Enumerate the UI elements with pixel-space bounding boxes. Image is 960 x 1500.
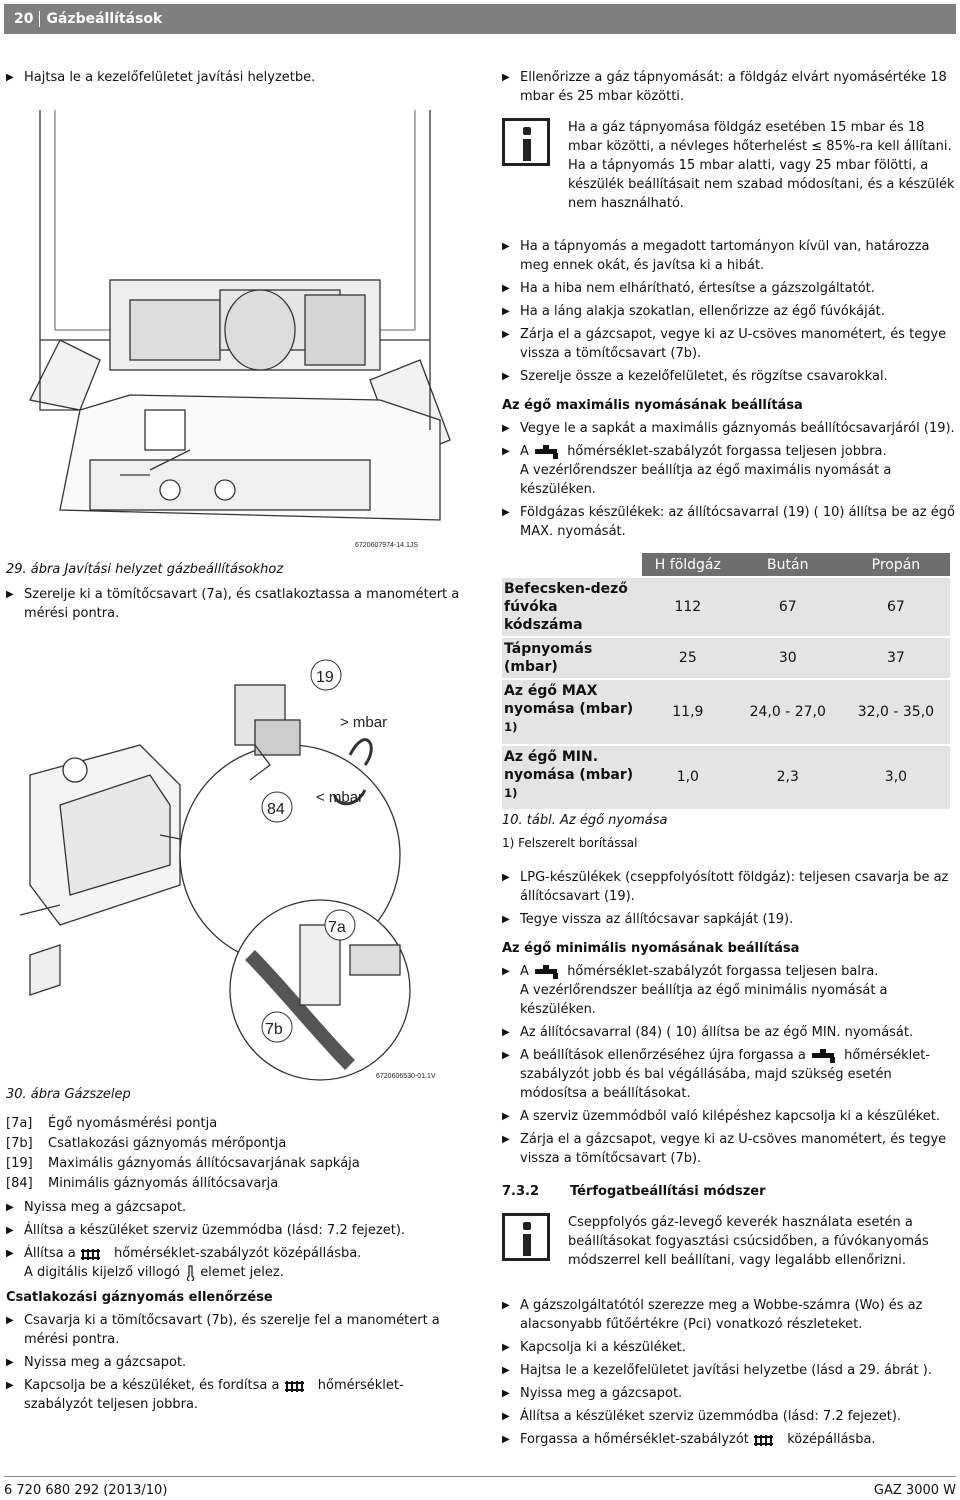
instruction-item (6, 1244, 466, 1282)
table-row (502, 679, 950, 745)
instruction-item (502, 962, 956, 1019)
text-part: elemet jelez. (200, 1265, 284, 1280)
legend-key: [84] (6, 1176, 33, 1191)
text-part: hőmérséklet-szabályzót forgassa teljesen balra. (567, 964, 879, 980)
tap-icon (533, 445, 563, 459)
instruction-item: ▶ Vegye le a sapkát a maximális gáznyomás beállítócsavarjáról (19). (502, 419, 956, 438)
instruction-item (6, 1376, 466, 1414)
label-greater-mbar: > mbar (340, 714, 388, 731)
legend-row (6, 1134, 466, 1154)
figure-29-illustration (20, 110, 460, 550)
table-cell: 24,0 - 27,0 (734, 679, 842, 745)
instruction-item: ▶ Hajtsa le a kezelőfelületet javítási helyzetbe. (6, 68, 466, 87)
text-part: Állítsa a (24, 1246, 76, 1261)
tap-icon (533, 965, 563, 979)
text-part: hőmérséklet-szabályzót forgassa teljesen jobbra. (567, 444, 887, 459)
instruction-item: ▶ Ellenőrizze a gáz tápnyomását: a földgáz elvárt nyomásértéke 18 mbar és 25 mbar közötti. (502, 68, 956, 106)
instruction-item: ▶ Ha a tápnyomás a megadott tartományon kívül van, határozza meg ennek okát, és javítsa ki a hibát. (502, 237, 956, 275)
radiator-icon (753, 1433, 783, 1447)
radiator-icon (284, 1379, 314, 1393)
subsection-heading (502, 1182, 956, 1201)
table-cell: 67 (842, 577, 950, 637)
text-part: A vezérlőrendszer beállítja az égő minimális nyomását a készüléken. (520, 983, 888, 1018)
boiler-service-position-drawing (20, 110, 460, 550)
text-part: hőmérséklet-szabályzót középállásba. (113, 1246, 362, 1261)
text-part: A beállítások ellenőrzéséhez újra forgassa a (520, 1048, 806, 1064)
tap-icon (810, 1049, 840, 1063)
table-row (502, 577, 950, 637)
text-part: A vezérlőrendszer beállítja az égő maximális nyomását a készüléken. (520, 463, 892, 497)
table-cell: 25 (642, 637, 734, 679)
table-cell: 3,0 (842, 745, 950, 810)
instruction-item: ▶ LPG-készülékek (cseppfolyósított földgáz): teljesen csavarja be az állítócsavart (19). (502, 868, 956, 906)
header-divider (39, 11, 40, 27)
instruction-item: ▶ Állítsa a készüléket szerviz üzemmódba (lásd: 7.2 fejezet). (6, 1221, 466, 1240)
legend-value: Csatlakozási gáznyomás mérőpontja (48, 1136, 287, 1151)
footnote-ref: 1) (504, 785, 518, 800)
figure-30-caption: 30. ábra Gázszelep (6, 1087, 131, 1102)
instruction-item: ▶ Nyissa meg a gázcsapot. (6, 1198, 466, 1217)
table-cell: 67 (734, 577, 842, 637)
instruction-item: ▶ Zárja el a gázcsapot, vegye ki az U-csöves manométert, és tegye vissza a tömítőcsavart (7b). (502, 325, 956, 363)
page-title: Gázbeállítások (46, 11, 163, 27)
instruction-item: ▶ Ha a hiba nem elhárítható, értesítse a gázszolgáltatót. (502, 279, 956, 298)
legend-row (6, 1114, 466, 1134)
table-cell: 2,3 (734, 745, 842, 810)
table-row-label: Befecsken-dező fúvóka kódszáma (502, 577, 642, 637)
table-caption: 10. tábl. Az égő nyomása (502, 813, 668, 829)
instruction-item: ▶ Csavarja ki a tömítőcsavart (7b), és szerelje fel a manométert a mérési pontra. (6, 1311, 466, 1349)
text-part: hőmérséklet-szabályzót teljesen jobbra. (24, 1378, 404, 1412)
instruction-item: ▶ Földgázas készülékek: az állítócsavarral (19) ( 10) állítsa be az égő MAX. nyomását. (502, 503, 956, 541)
gas-valve-drawing (20, 655, 460, 1083)
table-cell: 11,9 (642, 679, 734, 745)
label-19: 19 (316, 669, 334, 686)
section-heading: Csatlakozási gáznyomás ellenőrzése (6, 1290, 273, 1305)
left-column-bottom (6, 1085, 466, 1418)
label-less-mbar: < mbar (316, 789, 364, 806)
footnote-ref: 1) (504, 720, 518, 734)
radiator-icon (80, 1247, 110, 1261)
instruction-item: ▶ Ha a láng alakja szokatlan, ellenőrizze az égő fúvókáját. (502, 302, 956, 321)
footer-product-name: GAZ 3000 W (873, 1483, 956, 1498)
instruction-item: ▶ Nyissa meg a gázcsapot. (6, 1353, 466, 1372)
table-cell: 37 (842, 637, 950, 679)
instruction-item: ▶ Kapcsolja ki a készüléket. (502, 1338, 956, 1357)
legend-key: [7a] (6, 1116, 33, 1131)
table-header-row (502, 553, 950, 577)
text-part: Forgassa a hőmérséklet-szabályzót (520, 1432, 749, 1448)
instruction-item: ▶ Nyissa meg a gázcsapot. (502, 1384, 956, 1403)
left-column-mid (6, 560, 466, 627)
table-cell: 1,0 (642, 745, 734, 810)
info-icon (502, 118, 550, 166)
row-label-text: Az égő MAX nyomása (mbar) (504, 683, 634, 717)
instruction-item: ▶ Zárja el a gázcsapot, vegye ki az U-csöves manométert, és tegye vissza a tömítőcsavart (7b). (502, 1130, 956, 1168)
figure-29-caption: 29. ábra Javítási helyzet gázbeállításokhoz (6, 562, 284, 577)
legend-value: Maximális gáznyomás állítócsavarjának sapkája (48, 1156, 360, 1171)
section-heading: Az égő maximális nyomásának beállítása (502, 398, 803, 413)
legend-value: Égő nyomásmérési pontja (48, 1116, 218, 1131)
row-label-text: Az égő MIN. nyomása (mbar) (504, 748, 634, 783)
info-note (502, 118, 956, 213)
table-row (502, 745, 950, 810)
text-part: A (520, 964, 529, 980)
table-cell: 30 (734, 637, 842, 679)
figure-30-illustration (20, 655, 460, 1083)
text-part: A (520, 444, 529, 459)
table-header-cell: Propán (842, 553, 950, 577)
instruction-item: ▶ Az állítócsavarral (84) ( 10) állítsa be az égő MIN. nyomását. (502, 1023, 956, 1042)
legend-row (6, 1154, 466, 1174)
table-row (502, 637, 950, 679)
instruction-item: ▶ Tegye vissza az állítócsavar sapkáját (19). (502, 910, 956, 929)
subsection-title: Térfogatbeállítási módszer (570, 1184, 766, 1200)
burner-pressure-table (502, 553, 950, 809)
right-column (502, 68, 956, 1453)
info-text: Ha a gáz tápnyomása földgáz esetében 15 mbar és 18 mbar közötti, a névleges hőterhelést ≤ 85%-ra kell állítani. Ha a tápnyomás 15 mbar alatti, vagy 25 mbar fölötti, a készülék beállításait nem szabad módosítani, és a készülék nem használható. (568, 120, 955, 211)
left-column-top (6, 68, 466, 91)
section-heading: Az égő minimális nyomásának beállítása (502, 941, 800, 957)
label-7a: 7a (328, 919, 346, 936)
info-text: Cseppfolyós gáz-levegő keverék használata esetén a beállításokat fogyasztási csúcsidőben, a fúvókanyomás módszerrel kell beállítani, vagy legalább ellenőrizni. (568, 1215, 929, 1269)
instruction-item (502, 1430, 956, 1449)
subsection-number: 7.3.2 (502, 1184, 540, 1200)
text-part: A digitális kijelző villogó (24, 1265, 180, 1280)
table-row-label: Tápnyomás (mbar) (502, 637, 642, 679)
instruction-item: ▶ Hajtsa le a kezelőfelületet javítási helyzetbe (lásd a 29. ábrát ). (502, 1361, 956, 1380)
page-footer (4, 1476, 956, 1498)
text-part: hőmérséklet-szabályzót jobb és bal végállásába, majd szükség esetén módosítsa a beállításokat. (520, 1048, 931, 1102)
instruction-item (502, 1046, 956, 1103)
table-header-cell (502, 553, 642, 577)
table-row-label (502, 679, 642, 745)
footer-doc-number: 6 720 680 292 (2013/10) (4, 1483, 168, 1498)
page-header (4, 4, 956, 34)
instruction-item: ▶ Szerelje ki a tömítőcsavart (7a), és csatlakoztassa a manométert a mérési pontra. (6, 585, 466, 623)
instruction-item: ▶ Szerelje össze a kezelőfelületet, és rögzítse csavarokkal. (502, 367, 956, 386)
instruction-item (502, 442, 956, 499)
legend-list (6, 1114, 466, 1194)
label-7b: 7b (265, 1021, 283, 1038)
table-header-cell: H földgáz (642, 553, 734, 577)
info-icon (502, 1213, 550, 1261)
legend-row (6, 1174, 466, 1194)
label-84: 84 (267, 801, 285, 818)
thermometer-icon (184, 1265, 196, 1281)
legend-value: Minimális gáznyomás állítócsavarja (48, 1176, 279, 1191)
table-cell: 112 (642, 577, 734, 637)
page-number: 20 (14, 11, 34, 27)
figure-29-code: 6720607974-14.1JS (355, 542, 419, 549)
text-part: középállásba. (787, 1432, 876, 1448)
instruction-item: ▶ Állítsa a készüléket szerviz üzemmódba (lásd: 7.2 fejezet). (502, 1407, 956, 1426)
table-row-label (502, 745, 642, 810)
figure-30-code: 6720606530-01.1V (376, 1073, 436, 1080)
table-cell: 32,0 - 35,0 (842, 679, 950, 745)
info-note (502, 1213, 956, 1270)
instruction-item: ▶ A gázszolgáltatótól szerezze meg a Wobbe-számra (Wo) és az alacsonyabb fűtőértékre (Pci) vonatkozó részleteket. (502, 1296, 956, 1334)
legend-key: [19] (6, 1156, 33, 1171)
instruction-item: ▶ A szerviz üzemmódból való kilépéshez kapcsolja ki a készüléket. (502, 1107, 956, 1126)
legend-key: [7b] (6, 1136, 33, 1151)
table-footnote: 1) Felszerelt borítással (502, 836, 638, 851)
text-part: Kapcsolja be a készüléket, és fordítsa a (24, 1378, 280, 1393)
table-header-cell: Bután (734, 553, 842, 577)
